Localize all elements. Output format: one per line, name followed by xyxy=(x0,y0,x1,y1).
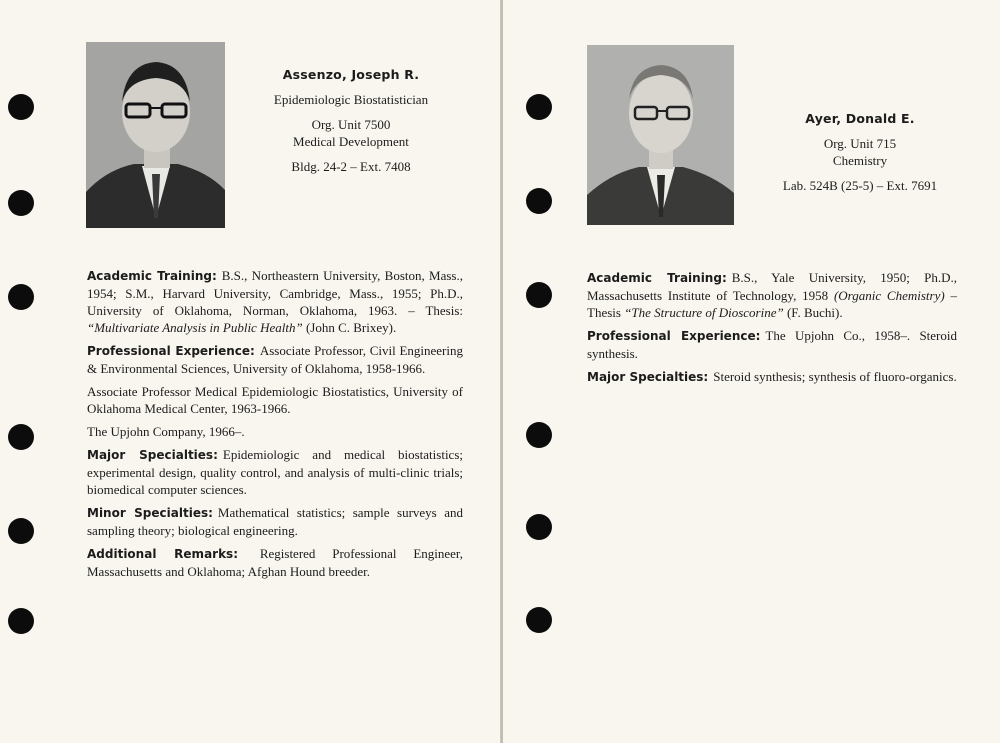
org-unit: Org. Unit 7500 xyxy=(311,117,391,132)
person-name: Ayer, Donald E. xyxy=(805,111,915,126)
major-specialties xyxy=(587,368,957,386)
minor-specialties xyxy=(87,504,463,539)
experience-text: The Upjohn Co., 1958–. Steroid synthesis. xyxy=(587,328,957,361)
thesis-prefix: – Thesis xyxy=(587,288,958,320)
academic-training xyxy=(87,267,463,336)
section-label: Academic Training: xyxy=(587,271,727,285)
binder-hole xyxy=(8,284,34,310)
experience-entry: Associate Professor Medical Epidemiologic Biostatistics, University of Oklahoma Medical Center, 1963-1966. xyxy=(87,384,463,416)
binder-hole xyxy=(526,422,552,448)
section-label: Major Specialties: xyxy=(87,448,218,462)
section-label: Professional Experience: xyxy=(87,344,255,358)
person-name: Assenzo, Joseph R. xyxy=(282,67,420,82)
binder-hole xyxy=(526,282,552,308)
binder-hole xyxy=(526,188,552,214)
department: Chemistry xyxy=(832,153,888,168)
thesis-title: “Multivariate Analysis in Public Health” xyxy=(87,320,303,335)
binder-hole xyxy=(8,94,34,120)
academic-text: B.S., Yale University, 1950; Ph.D., Massachusetts Institute of Technology, 1958 xyxy=(587,270,957,303)
section-label: Major Specialties: xyxy=(587,370,709,384)
remarks-text: Registered Professional Engineer, Massachusetts and Oklahoma; Afghan Hound breeder. xyxy=(87,546,463,579)
section-label: Additional Remarks: xyxy=(87,547,238,561)
portrait-photo xyxy=(86,42,225,228)
binder-hole xyxy=(8,608,34,634)
major-text: Steroid synthesis; synthesis of fluoro-organics. xyxy=(713,369,957,384)
org-unit: Org. Unit 715 xyxy=(823,136,897,151)
additional-remarks xyxy=(87,545,463,580)
binder-hole xyxy=(8,190,34,216)
academic-text: B.S., Northeastern University, Boston, Mass., 1954; S.M., Harvard University, Cambridge, Mass., 1955; Ph.D., University of Oklahoma, Norman, Oklahoma, 1963. – Thesis: xyxy=(87,268,463,318)
section-label: Academic Training: xyxy=(87,269,217,283)
major-text: Epidemiologic and medical biostatistics; experimental design, quality control, and analysis of multi-clinic trials; biomedical computer sciences. xyxy=(87,447,463,497)
portrait-photo xyxy=(587,45,734,225)
minor-text: Mathematical statistics; sample surveys and sampling theory; biological engineering. xyxy=(87,505,463,538)
location: Lab. 524B (25-5) – Ext. 7691 xyxy=(782,178,938,193)
binder-hole xyxy=(526,514,552,540)
thesis-title: “The Structure of Dioscorine” xyxy=(624,305,784,320)
person-header xyxy=(750,110,970,194)
right-page xyxy=(503,0,1000,743)
binder-hole xyxy=(526,94,552,120)
academic-training xyxy=(587,269,957,321)
profile-body xyxy=(87,267,463,586)
binder-hole xyxy=(8,424,34,450)
department: Medical Development xyxy=(293,134,409,149)
professional-experience xyxy=(587,327,957,362)
major-specialties xyxy=(87,446,463,498)
thesis-advisor: (F. Buchi). xyxy=(786,305,843,320)
academic-field: (Organic Chemistry) xyxy=(833,288,945,303)
binder-hole xyxy=(8,518,34,544)
section-label: Minor Specialties: xyxy=(87,506,213,520)
experience-entry: The Upjohn Company, 1966–. xyxy=(87,424,245,439)
location: Bldg. 24-2 – Ext. 7408 xyxy=(291,159,411,174)
professional-experience xyxy=(87,342,463,377)
thesis-advisor: (John C. Brixey). xyxy=(305,320,397,335)
profile-body xyxy=(587,269,957,392)
section-label: Professional Experience: xyxy=(587,329,761,343)
binder-hole xyxy=(526,607,552,633)
experience-text: Associate Professor, Civil Engineering & Environmental Sciences, University of Oklahoma, 1958-1966. xyxy=(87,343,463,376)
job-title: Epidemiologic Biostatistician xyxy=(273,92,429,107)
person-header xyxy=(240,66,462,175)
